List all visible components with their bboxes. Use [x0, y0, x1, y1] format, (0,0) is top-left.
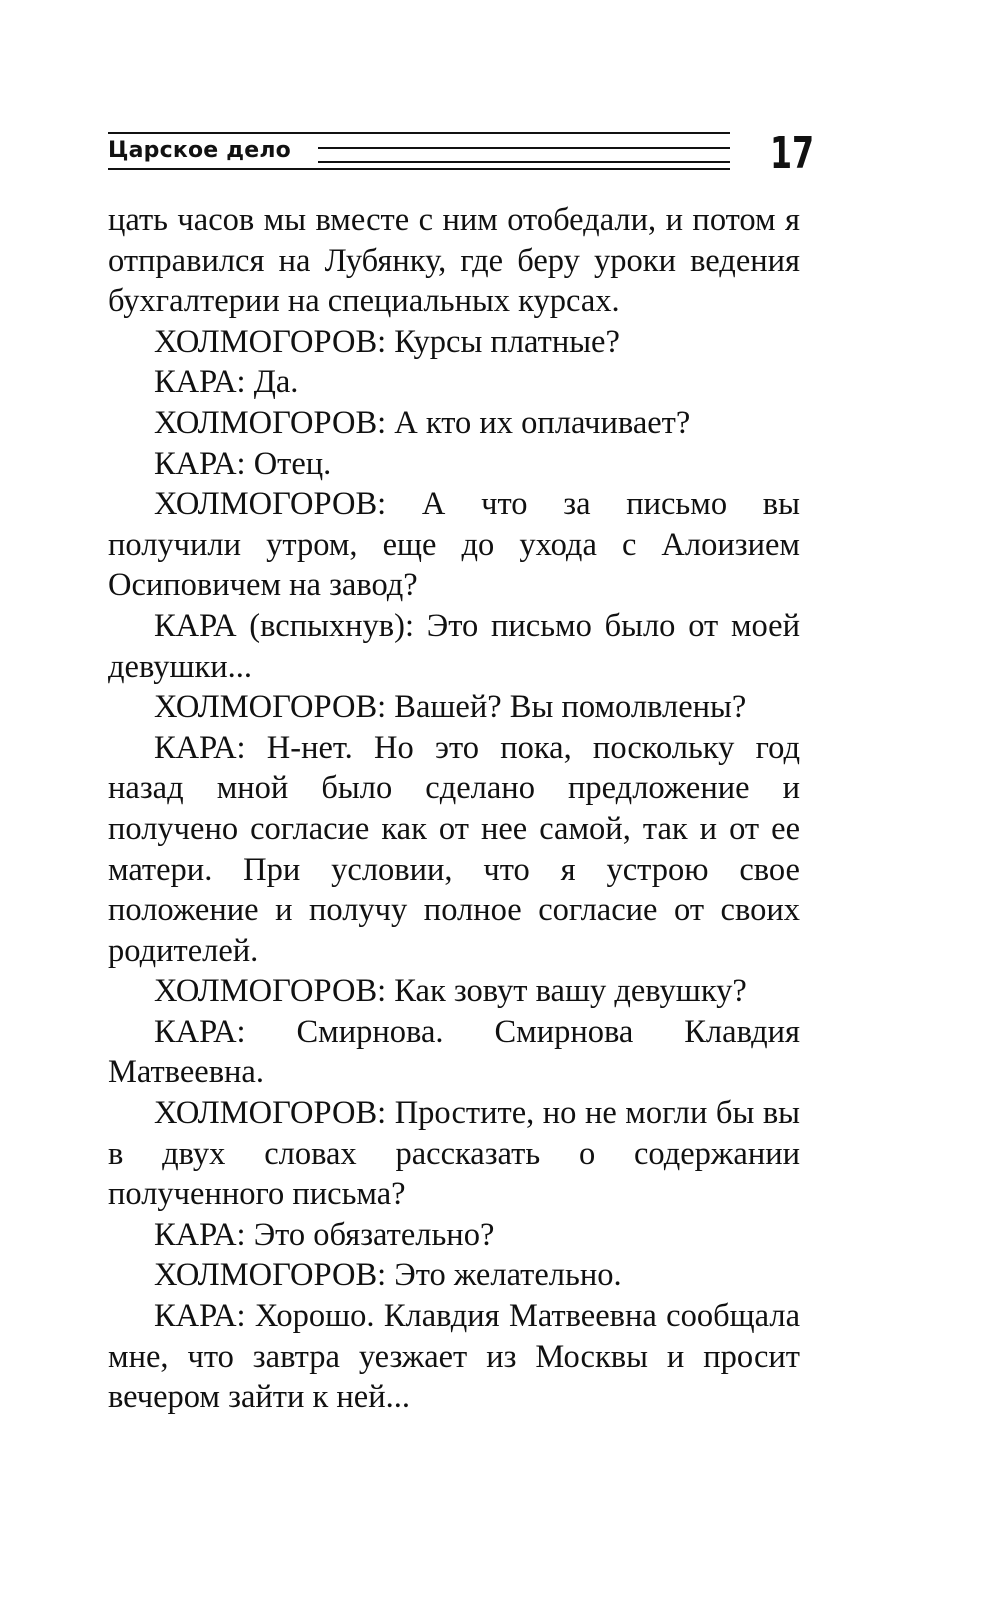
- paragraph: КАРА: Хорошо. Клавдия Матвеевна сообщала мне, что завтра уезжает из Москвы и просит вечером зайти к ней...: [108, 1298, 800, 1416]
- paragraph: КАРА: Отец.: [154, 445, 332, 482]
- header-rule-lower: [318, 161, 730, 163]
- paragraph: КАРА: Да.: [154, 364, 299, 401]
- paragraph: КАРА: Смирнова. Смирнова Клавдия Матвеевна.: [108, 1013, 800, 1091]
- header-rule-top: [108, 132, 730, 134]
- paragraph: ХОЛМОГОРОВ: Простите, но не могли бы вы в двух словах рассказать о содержании полученного письма?: [108, 1095, 800, 1213]
- paragraph: ХОЛМОГОРОВ: А что за письмо вы получили утром, еще до ухода с Алоизием Осиповичем на завод?: [108, 486, 800, 604]
- running-head: [108, 128, 808, 176]
- paragraph: ХОЛМОГОРОВ: Курсы платные?: [154, 323, 620, 360]
- paragraph: КАРА: Это обязательно?: [154, 1216, 495, 1253]
- body-text: [108, 200, 800, 1418]
- paragraph: КАРА: Н-нет. Но это пока, поскольку год назад мной было сделано предложение и получено согласие как от нее самой, так и от ее матери. При условии, что я устрою свое положение и получу полное согласие от своих родителей.: [108, 729, 800, 969]
- paragraph: ХОЛМОГОРОВ: Это желательно.: [154, 1257, 622, 1294]
- paragraph: ХОЛМОГОРОВ: Как зовут вашу девушку?: [154, 973, 747, 1010]
- running-title: Царское дело: [108, 138, 291, 163]
- page-number: 17: [770, 128, 815, 179]
- header-rule-base: [108, 168, 730, 170]
- paragraph: ХОЛМОГОРОВ: Вашей? Вы помолвлены?: [154, 689, 747, 726]
- paragraph: цать часов мы вместе с ним отобедали, и потом я отправился на Лубянку, где беру уроки ведения бухгалтерии на специальных курсах.: [108, 202, 800, 320]
- header-rule-middle: [318, 147, 730, 149]
- paragraph: КАРА (вспыхнув): Это письмо было от моей девушки...: [108, 607, 800, 685]
- paragraph: ХОЛМОГОРОВ: А кто их оплачивает?: [154, 404, 691, 441]
